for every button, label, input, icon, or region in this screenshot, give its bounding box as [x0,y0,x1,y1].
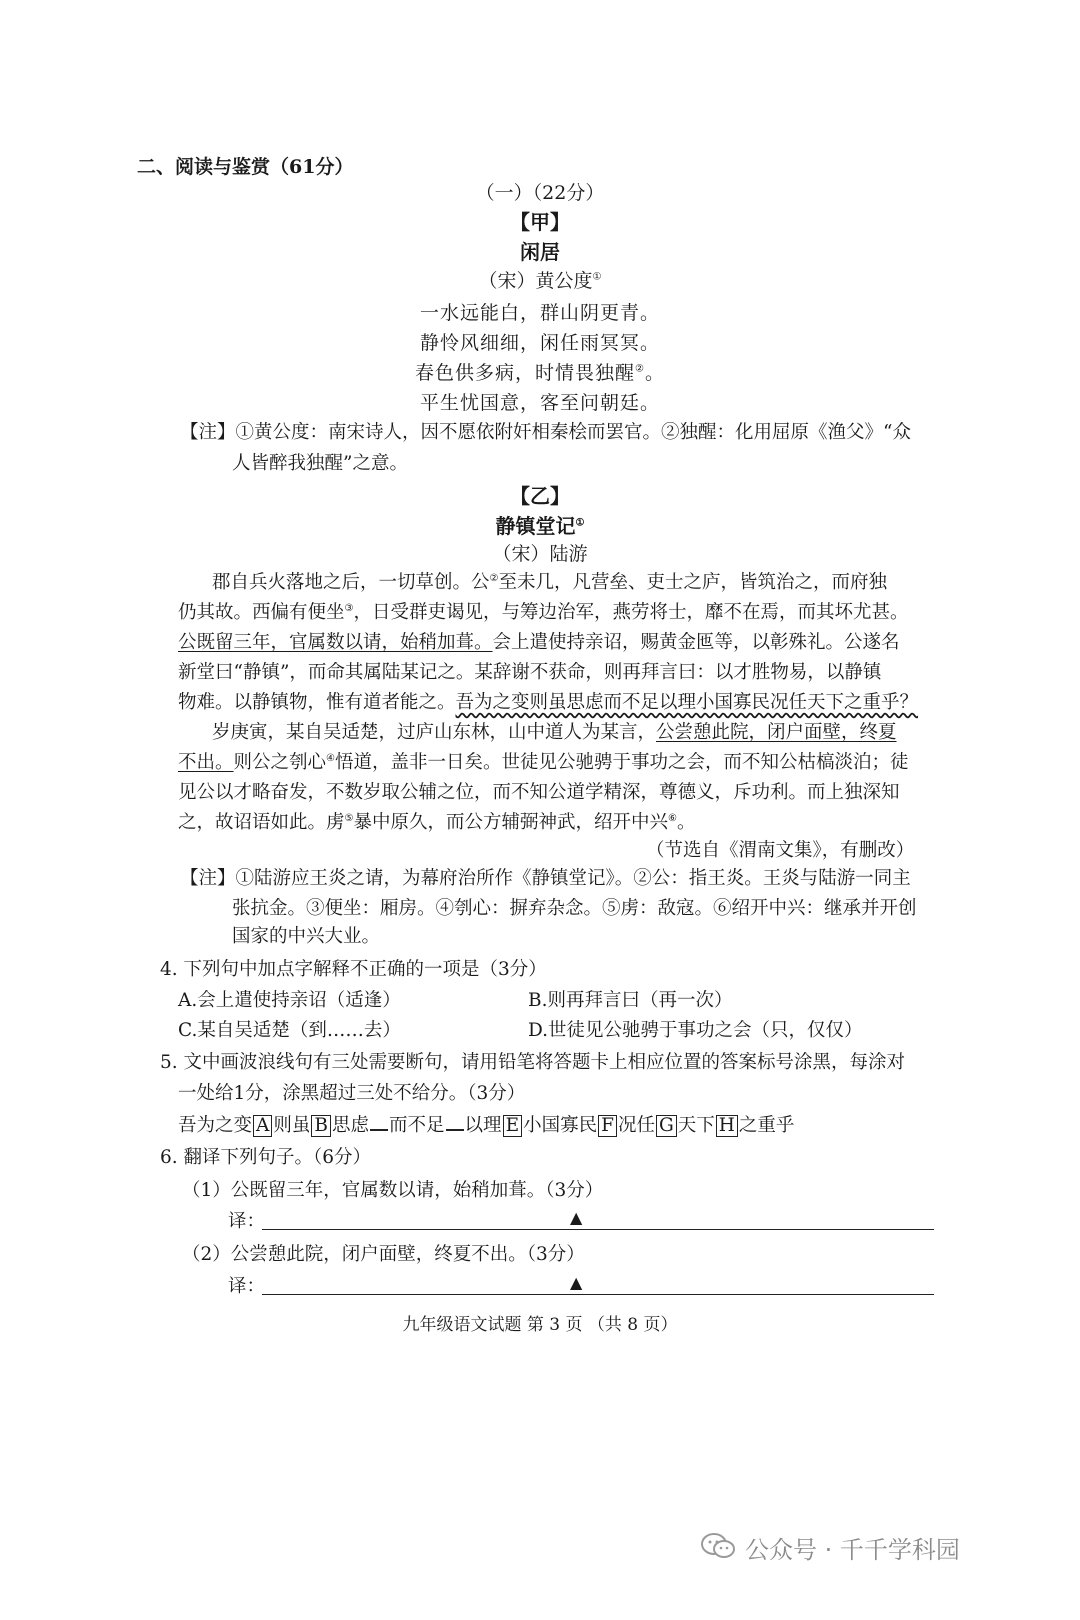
poem-line-2: 静怜风细细，闲任雨冥冥。 [419,332,660,354]
q5-stem-line-1: 5. 文中画波浪线句有三处需要断句，请用铅笔将答题卡上相应位置的答案标号涂黑，每涂对 [160,1052,906,1073]
answer-box-g: G [656,1115,677,1137]
q6-sentence-1: （1）公既留三年，官属数以请，始稍加葺。（3分） [182,1180,604,1201]
wavy-sentence: 吾为之变则虽思虑而不足以理小国寡民况任天下之重乎？ [455,692,919,713]
prose-line: 新堂曰“静镇”，而命其属陆某记之。某辞谢不获命，则再拜言曰：以才胜物易，以静镇 [178,662,882,683]
answer-box-c [370,1129,388,1131]
part-heading: （一）（22分） [475,182,605,204]
prose-note-line-1: 【注】①陆游应王炎之请，为幕府治所作《静镇堂记》。②公：指王炎。王炎与陆游一同主 [180,868,911,889]
answer-box-f: F [598,1115,617,1137]
q6-sentence-2: （2）公尝憩此院，闭户面壁，终夏不出。（3分） [182,1244,585,1265]
prose-line: 郡自兵火落地之后，一切草创。公②至未几，凡营垒、吏士之庐，皆筑治之，而府独 [212,572,887,593]
poem-note-line-2: 人皆醉我独醒”之意。 [232,453,408,474]
wechat-icon [700,1532,736,1560]
q4-stem: 4. 下列句中加点字解释不正确的一项是（3分） [160,959,547,980]
answer-box-d [446,1129,464,1131]
poem-note-line-1: 【注】①黄公度：南宋诗人，因不愿依附奸相秦桧而罢官。②独醒：化用屈原《渔父》“众 [180,422,911,443]
answer-marker-2: ▲ [570,1273,583,1292]
prose-line: 物难。以静镇物，惟有道者能之。吾为之变则虽思虑而不足以理小国寡民况任天下之重乎？ [178,692,919,713]
prose-note-line-2: 张抗金。③便坐：厢房。④刳心：摒弃杂念。⑤虏：敌寇。⑥绍开中兴：继承并开创 [232,898,917,919]
translation-label-1: 译： [228,1211,266,1232]
prose-source: （节选自《渭南文集》，有删改） [646,840,915,861]
poem-line-1: 一水远能白，群山阴更青。 [419,302,660,324]
q4-option-b: B.则再拜言曰（再一次） [528,990,733,1011]
prose-title: 静镇堂记① [495,514,585,538]
section-title: 二、阅读与鉴赏（61分） [137,156,354,178]
translation-label-2: 译： [228,1276,266,1297]
q4-option-c: C.某自吴适楚（到……去） [178,1020,401,1041]
yi-label: 【乙】 [510,484,570,508]
prose-line: 岁庚寅，某自吴适楚，过庐山东林，山中道人为某言，公尝憩此院，闭户面壁，终夏 [212,722,897,743]
prose-line: 之，故诏语如此。虏⑤暴中原久，而公方辅弼神武，绍开中兴⑥。 [178,812,696,833]
prose-author: （宋）陆游 [492,543,588,565]
page-footer: 九年级语文试题 第 3 页 （共 8 页） [402,1315,678,1335]
q5-stem-line-2: 一处给1分，涂黑超过三处不给分。（3分） [178,1083,526,1104]
answer-marker-1: ▲ [570,1208,583,1227]
q4-option-d: D.世徒见公驰骋于事功之会（只，仅仅） [528,1020,863,1041]
prose-line: 仍其故。西偏有便坐③，日受群吏谒见，与筹边治军，燕劳将士，靡不在焉，而其坏尤甚。 [178,602,909,623]
underlined-sentence-2: 公尝憩此院，闭户面壁，终夏 [656,722,897,743]
prose-note-line-3: 国家的中兴大业。 [232,926,381,947]
poem-author: （宋）黄公度① [478,270,602,292]
q4-option-a: A.会上遣使持亲诏（适逢） [178,990,401,1011]
poem-title: 闲居 [520,240,560,264]
watermark-text: 公众号 · 千千学科园 [745,1536,960,1564]
answer-box-a: A [253,1115,272,1137]
answer-line-2 [262,1294,934,1295]
poem-line-3: 春色供多病，时情畏独醒②。 [415,362,665,384]
prose-line: 公既留三年，官属数以请，始稍加葺。会上遣使持亲诏，赐黄金匜等，以彰殊礼。公遂名 [178,632,900,653]
jia-label: 【甲】 [510,210,570,234]
prose-line: 见公以才略奋发，不数岁取公辅之位，而不知公道学精深，尊德义，斥功利。而上独深知 [178,782,900,803]
q6-stem: 6. 翻译下列句子。（6分） [160,1147,372,1168]
poem-line-4: 平生忧国意，客至问朝廷。 [419,392,660,414]
answer-box-b: B [311,1115,331,1137]
answer-line-1 [262,1229,934,1230]
underlined-sentence-1: 公既留三年，官属数以请，始稍加葺。 [178,632,493,653]
q5-sentence: 吾为之变 A 则虽 B 思虑 而不足 以理 E 小国寡民 F 况任 G 天下 H 之重乎 [178,1115,795,1136]
prose-line: 不出。则公之刳心④悟道，盖非一日矣。世徒见公驰骋于事功之会，而不知公枯槁淡泊；徒 [178,752,909,773]
answer-box-e: E [503,1115,523,1137]
answer-box-h: H [716,1115,738,1137]
